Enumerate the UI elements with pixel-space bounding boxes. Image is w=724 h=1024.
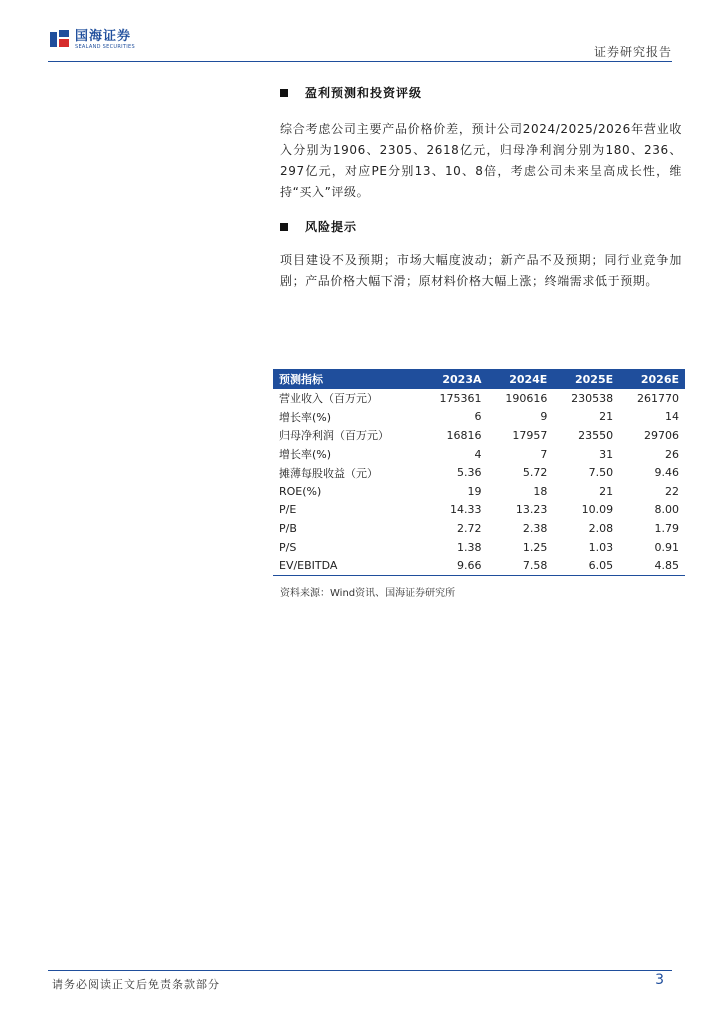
value-cell: 31 [599, 447, 614, 461]
value-cell: 2.08 [588, 521, 614, 535]
footer-disclaimer: 请务必阅读正文后免责条款部分 [52, 978, 220, 991]
value-cell: 1.79 [654, 521, 679, 535]
table-row [273, 556, 685, 575]
table-row [273, 389, 685, 408]
value-cell: 22 [665, 484, 679, 498]
value-cell: 10.09 [581, 503, 614, 517]
page-header [0, 0, 724, 62]
value-cell: 29706 [644, 428, 679, 442]
value-cell: 175361 [439, 391, 482, 405]
table-header-cell: 2024E [488, 369, 554, 389]
value-cell: 6 [474, 410, 482, 424]
row-label-cell: 归母净利润（百万元） [279, 429, 389, 443]
value-cell: 7.50 [588, 466, 614, 480]
table-header-cell: 2026E [619, 369, 685, 389]
value-cell: 0.91 [654, 540, 679, 554]
value-cell: 4 [474, 447, 482, 461]
table-row [273, 426, 685, 445]
value-cell: 14 [665, 410, 679, 424]
value-cell: 1.38 [457, 540, 482, 554]
value-cell: 21 [599, 484, 614, 498]
value-cell: 5.72 [522, 466, 548, 480]
value-cell: 6.05 [553, 556, 619, 575]
value-cell: 190616 [505, 391, 548, 405]
row-label-cell: ROE(%) [279, 484, 322, 498]
row-label-cell: 摊薄每股收益（元） [279, 466, 378, 480]
value-cell: 23550 [578, 428, 614, 442]
value-cell: 19 [467, 484, 482, 498]
row-label-cell: P/B [279, 521, 297, 535]
row-label-cell: EV/EBITDA [273, 556, 422, 575]
section-heading-rating [280, 84, 422, 101]
forecast-table [273, 369, 685, 576]
value-cell: 2.38 [522, 521, 548, 535]
header-divider [48, 61, 672, 62]
row-label-cell: 增长率(%) [279, 448, 332, 462]
value-cell: 261770 [637, 391, 679, 405]
company-logo [50, 30, 135, 50]
logo-name-en: SEALAND SECURITIES [75, 44, 135, 50]
page-number: 3 [655, 972, 664, 988]
value-cell: 5.36 [457, 466, 482, 480]
row-label-cell: 增长率(%) [279, 410, 332, 424]
section-title: 盈利预测和投资评级 [305, 86, 423, 100]
value-cell: 2.72 [457, 521, 482, 535]
value-cell: 9.46 [654, 466, 679, 480]
logo-name-cn: 国海证券 [75, 29, 132, 44]
value-cell: 4.85 [619, 556, 685, 575]
value-cell: 21 [599, 410, 614, 424]
table-row [273, 538, 685, 557]
value-cell: 14.33 [450, 503, 482, 517]
row-label-cell: P/S [279, 540, 297, 554]
square-bullet-icon [280, 89, 288, 97]
table-header-cell: 预测指标 [273, 369, 422, 389]
section-heading-risk [280, 218, 357, 235]
table-row [273, 501, 685, 520]
row-label-cell: P/E [279, 503, 297, 517]
report-type-label: 证券研究报告 [593, 45, 672, 59]
value-cell: 230538 [571, 391, 614, 405]
value-cell: 18 [533, 484, 548, 498]
value-cell: 7.58 [488, 556, 554, 575]
square-bullet-icon [280, 223, 288, 231]
table-source-note: 资料来源：Wind资讯、国海证券研究所 [280, 588, 456, 599]
value-cell: 9 [540, 410, 548, 424]
section-body-risk: 项目建设不及预期；市场大幅度波动；新产品不及预期；同行业竞争加剧；产品价格大幅下滑；原材料价格大幅上涨；终端需求低于预期。 [280, 253, 682, 288]
logo-mark-icon [50, 30, 70, 50]
table-header-row [273, 369, 685, 389]
value-cell: 1.25 [522, 540, 548, 554]
value-cell: 1.03 [588, 540, 614, 554]
footer-divider [48, 970, 672, 971]
value-cell: 17957 [512, 428, 548, 442]
value-cell: 9.66 [422, 556, 488, 575]
value-cell: 13.23 [515, 503, 548, 517]
table-header-cell: 2023A [422, 369, 488, 389]
table-row [273, 445, 685, 464]
table-row [273, 463, 685, 482]
table-row [273, 408, 685, 427]
value-cell: 8.00 [654, 503, 679, 517]
value-cell: 7 [540, 447, 548, 461]
section-title: 风险提示 [305, 220, 358, 234]
table-row [273, 519, 685, 538]
value-cell: 16816 [446, 428, 482, 442]
table-header-cell: 2025E [553, 369, 619, 389]
table-row [273, 482, 685, 501]
value-cell: 26 [665, 447, 679, 461]
section-body-rating: 综合考虑公司主要产品价格价差，预计公司2024/2025/2026年营业收入分别为1906、2305、2618亿元，归母净利润分别为180、236、297亿元，对应PE分别13、10、8倍，考虑公司未来呈高成长性，维持“买入”评级。 [280, 122, 682, 199]
row-label-cell: 营业收入（百万元） [279, 392, 378, 406]
